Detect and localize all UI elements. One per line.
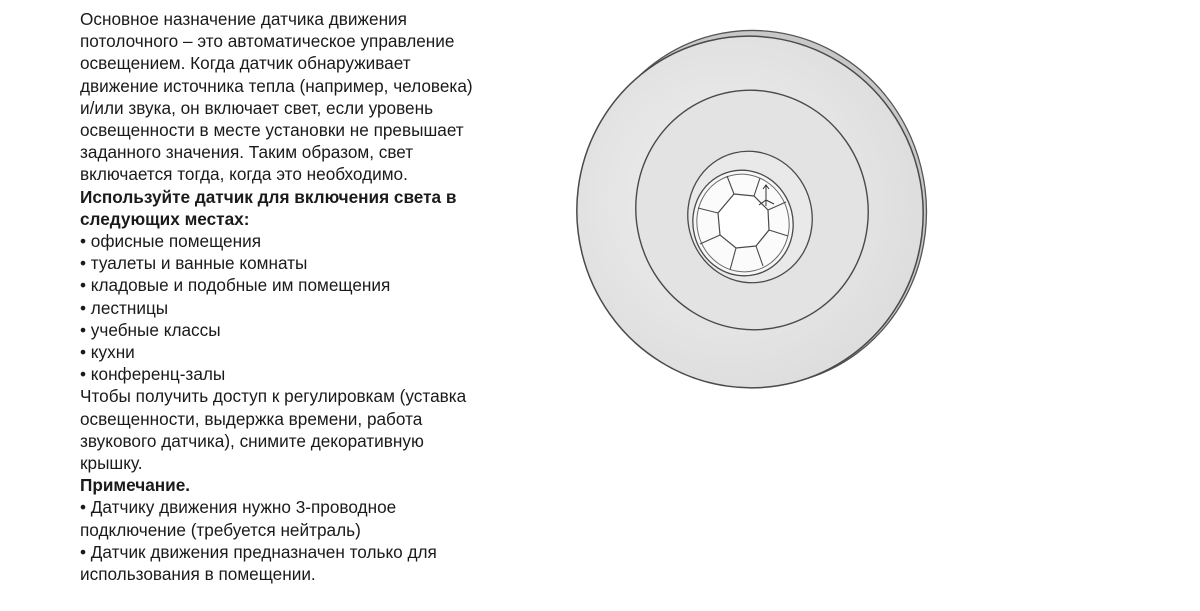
list-item: • лестницы bbox=[80, 297, 169, 318]
access-paragraph: Чтобы получить доступ к регулировкам (уставка освещенности, выдержка времени, работа звукового датчика), снимите декоративную крышку. bbox=[80, 386, 467, 474]
list-item: • Датчик движения предназначен только для использования в помещении. bbox=[80, 541, 437, 585]
list-item: • офисные помещения bbox=[80, 231, 262, 252]
usage-heading: Используйте датчик для включения света в следующих местах: bbox=[80, 186, 457, 229]
note-list bbox=[80, 496, 490, 585]
list-item: • кухни bbox=[80, 342, 135, 363]
list-item: • кладовые и подобные им помещения bbox=[80, 275, 391, 296]
list-item: • учебные классы bbox=[80, 319, 221, 340]
list-item: • Датчику движения нужно 3-проводное подключение (требуется нейтраль) bbox=[80, 497, 397, 540]
motion-sensor-illustration bbox=[560, 20, 940, 400]
list-item: • конференц-залы bbox=[80, 364, 226, 385]
intro-paragraph: Основное назначение датчика движения потолочного – это автоматическое управление освещением. Когда датчик обнаруживает движение источника тепла (например, человека) и/или звука, он включает свет, если уровень освещенности в месте установки не превышает заданного значения. Таким образом, свет включается тогда, когда это необходимо. bbox=[80, 9, 473, 185]
usage-list bbox=[80, 230, 490, 385]
note-heading: Примечание. bbox=[80, 475, 191, 496]
description-text bbox=[80, 8, 490, 585]
list-item: • туалеты и ванные комнаты bbox=[80, 253, 308, 274]
